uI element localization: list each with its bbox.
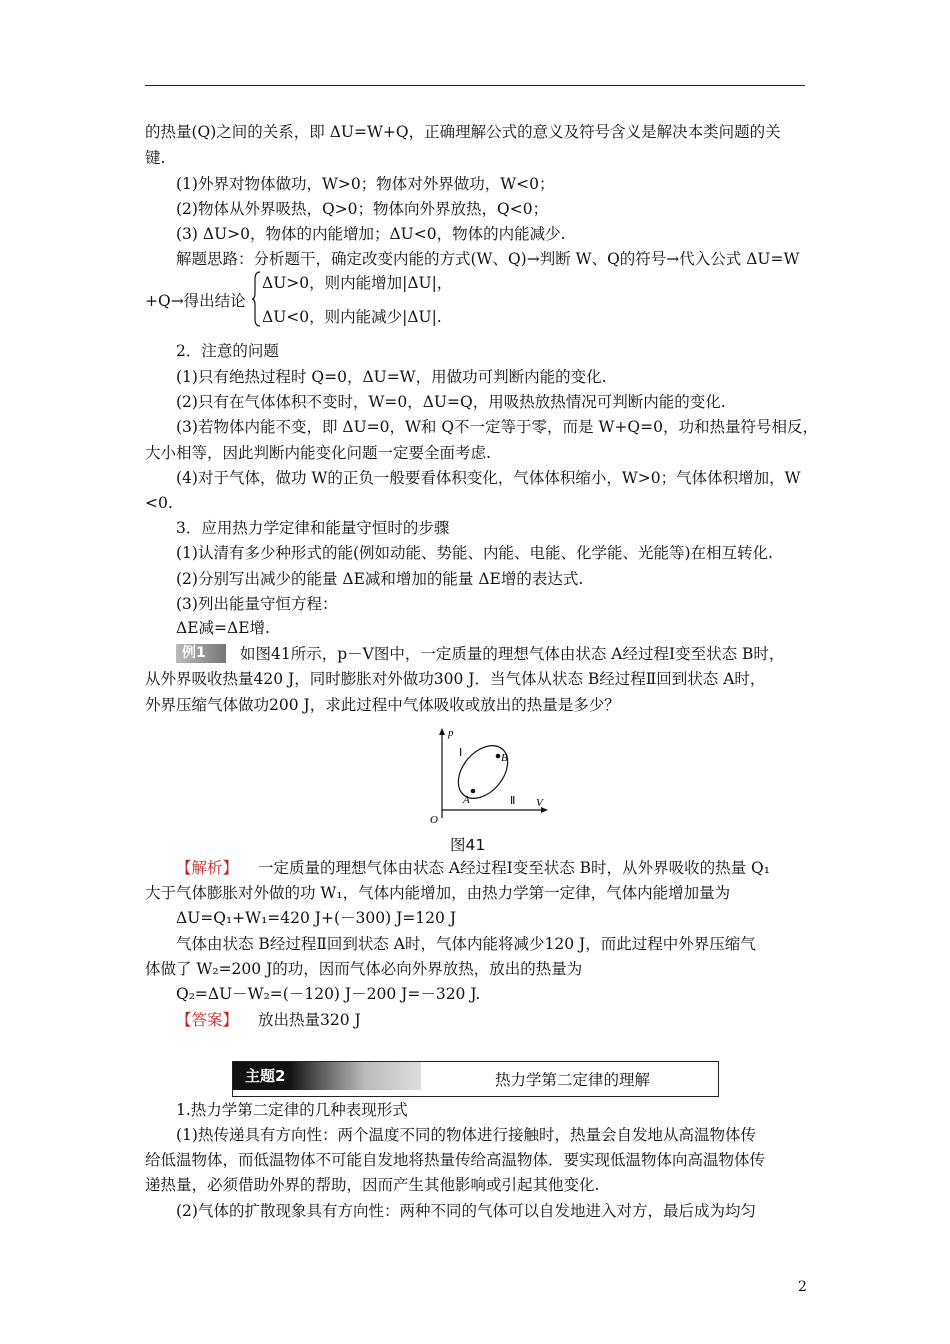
condition-decrease: ΔU<0，则内能减少|ΔU|. bbox=[262, 308, 442, 326]
pv-diagram bbox=[420, 726, 560, 826]
point-label-b: B bbox=[501, 752, 508, 764]
text-line: (1)认清有多少种形式的能(例如动能、势能、内能、电能、化学能、光能等)在相互转化. bbox=[176, 544, 773, 562]
topic-label: 主题2 bbox=[233, 1062, 421, 1090]
condition-increase: ΔU>0，则内能增加|ΔU|， bbox=[262, 274, 453, 292]
text-line: (2)气体的扩散现象具有方向性：两种不同的气体可以自发地进入对方，最后成为均匀 bbox=[176, 1202, 756, 1220]
text-line: (1)只有绝热过程时 Q=0，ΔU=W，用做功可判断内能的变化. bbox=[176, 368, 607, 386]
process-label-ii: Ⅱ bbox=[510, 795, 516, 807]
text-line: 的热量(Q)之间的关系，即 ΔU=W+Q，正确理解公式的意义及符号含义是解决本类问题的关 bbox=[145, 123, 781, 141]
text-line: 给低温物体，而低温物体不可能自发地将热量传给高温物体．要实现低温物体向高温物体传 bbox=[145, 1151, 766, 1169]
text-line: 体做了 W₂=200 J的功，因而气体必向外界放热，放出的热量为 bbox=[145, 960, 583, 978]
topic-title: 热力学第二定律的理解 bbox=[495, 1071, 651, 1089]
axis-label-p: p bbox=[448, 727, 454, 739]
text-line: 递热量，必须借助外界的帮助，因而产生其他影响或引起其他变化. bbox=[145, 1176, 600, 1194]
section-heading: 3．应用热力学定律和能量守恒时的步骤 bbox=[176, 519, 450, 537]
text-line: (1)外界对物体做功，W>0；物体对外界做功，W<0； bbox=[176, 175, 555, 193]
text-line: (3)若物体内能不变，即 ΔU=0，W和 Q不一定等于零，而是 W+Q=0，功和热量符号相反， bbox=[176, 418, 818, 436]
text-line: (2)物体从外界吸热，Q>0；物体向外界放热，Q<0； bbox=[176, 200, 549, 218]
text-line: (3) ΔU>0，物体的内能增加；ΔU<0，物体的内能减少. bbox=[176, 225, 566, 243]
analysis-tag: 【解析】 bbox=[176, 859, 239, 877]
text-line: 大小相等，因此判断内能变化问题一定要全面考虑. bbox=[145, 444, 491, 462]
text-line: <0. bbox=[145, 494, 173, 512]
text-line: (2)只有在气体体积不变时，W=0，ΔU=Q，用吸热放热情况可判断内能的变化. bbox=[176, 393, 726, 411]
text-line: (1)热传递具有方向性：两个温度不同的物体进行接触时，热量会自发地从高温物体传 bbox=[176, 1126, 756, 1144]
text-line: +Q→得出结论 bbox=[145, 292, 246, 310]
answer-text: 放出热量320 J bbox=[258, 1011, 361, 1029]
text-line: 大于气体膨胀对外做的功 W₁，气体内能增加，由热力学第一定律，气体内能增加量为 bbox=[145, 884, 731, 902]
origin-label: O bbox=[430, 814, 438, 826]
section-heading: 2．注意的问题 bbox=[176, 342, 279, 360]
text-line: 一定质量的理想气体由状态 A经过程Ⅰ变至状态 B时，从外界吸收的热量 Q₁ bbox=[258, 859, 770, 877]
equation-line: ΔU=Q₁+W₁=420 J+(－300) J=120 J bbox=[176, 909, 457, 927]
text-line: 解题思路：分析题干，确定改变内能的方式(W、Q)→判断 W、Q的符号→代入公式 ΔU=W bbox=[176, 250, 800, 268]
text-line: (4)对于气体，做功 W的正负一般要看体积变化，气体体积缩小，W>0；气体体积增加，W bbox=[176, 469, 801, 487]
text-line: 从外界吸收热量420 J，同时膨胀对外做功300 J．当气体从状态 B经过程Ⅱ回到状态 A时， bbox=[145, 670, 766, 688]
topic-header bbox=[232, 1061, 719, 1097]
text-line: 键. bbox=[145, 149, 166, 167]
answer-tag: 【答案】 bbox=[176, 1011, 239, 1029]
text-line: (2)分别写出减少的能量 ΔE减和增加的能量 ΔE增的表达式. bbox=[176, 570, 584, 588]
text-line: (3)列出能量守恒方程： bbox=[176, 595, 338, 613]
point-a bbox=[471, 789, 476, 794]
figure-caption: 图41 bbox=[450, 836, 486, 854]
text-line: ΔE减=ΔE增. bbox=[176, 619, 270, 637]
text-line: 外界压缩气体做功200 J，求此过程中气体吸收或放出的热量是多少？ bbox=[145, 696, 620, 714]
section-heading: 1.热力学第二定律的几种表现形式 bbox=[176, 1101, 408, 1119]
p-axis-arrow-icon bbox=[439, 728, 445, 735]
point-label-a: A bbox=[463, 794, 470, 806]
axis-label-v: V bbox=[536, 797, 543, 809]
curly-brace-icon bbox=[251, 271, 261, 327]
example-badge: 例1 bbox=[176, 644, 226, 663]
text-line: 如图41所示，p－V图中，一定质量的理想气体由状态 A经过程Ⅰ变至状态 B时， bbox=[240, 645, 785, 663]
text-line: 气体由状态 B经过程Ⅱ回到状态 A时，气体内能将减少120 J，而此过程中外界压缩气 bbox=[176, 935, 756, 953]
process-label-i: Ⅰ bbox=[459, 747, 463, 759]
page-number: 2 bbox=[798, 1279, 807, 1295]
header-rule bbox=[145, 85, 805, 86]
equation-line: Q₂=ΔU－W₂=(－120) J－200 J=－320 J. bbox=[176, 985, 481, 1003]
point-b bbox=[496, 754, 501, 759]
